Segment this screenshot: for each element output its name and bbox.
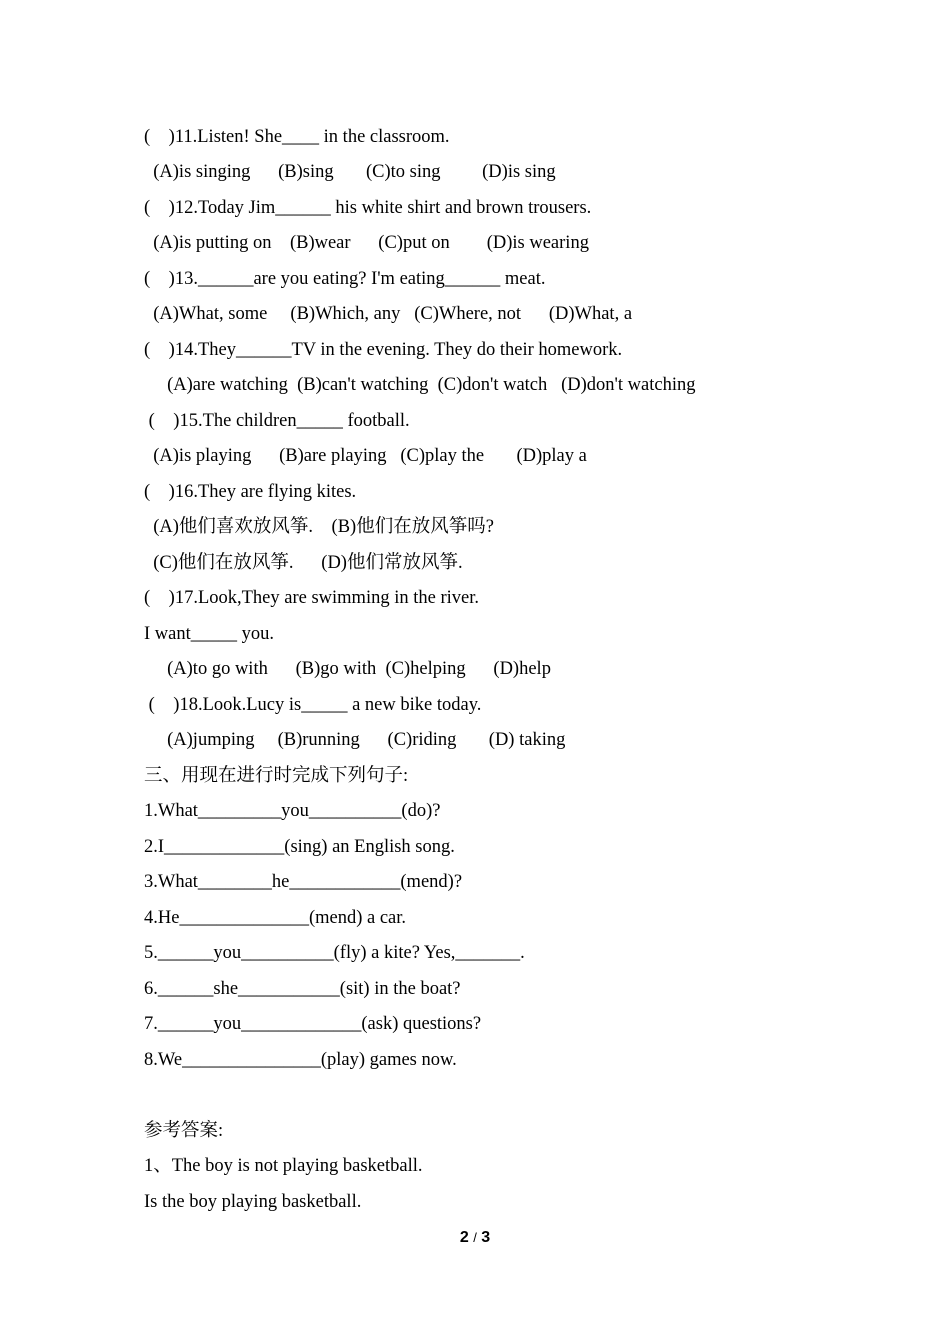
current-page: 2 (459, 1229, 469, 1246)
fill-item-6: 6.______she___________(sit) in the boat? (144, 979, 461, 999)
page-number (0, 1229, 950, 1247)
page-separator: / (473, 1230, 477, 1245)
question-16-options-cd: (C)他们在放风筝. (D)他们常放风筝. (144, 553, 463, 573)
fill-item-7: 7.______you_____________(ask) questions? (144, 1014, 482, 1034)
fill-item-3: 3.What________he____________(mend)? (144, 872, 463, 892)
question-15: ( )15.The children_____ football. (144, 411, 410, 431)
question-13-options: (A)What, some (B)Which, any (C)Where, not (D)What, a (144, 304, 633, 324)
question-18: ( )18.Look.Lucy is_____ a new bike today. (144, 695, 482, 715)
question-11-options: (A)is singing (B)sing (C)to sing (D)is sing (144, 162, 556, 182)
question-15-options: (A)is playing (B)are playing (C)play the (D)play a (144, 446, 587, 466)
fill-item-2: 2.I_____________(sing) an English song. (144, 837, 455, 857)
question-12-options: (A)is putting on (B)wear (C)put on (D)is wearing (144, 233, 589, 253)
answer-1-question: Is the boy playing basketball. (144, 1192, 362, 1212)
fill-item-1: 1.What_________you__________(do)? (144, 801, 441, 821)
question-14-options: (A)are watching (B)can't watching (C)don't watch (D)don't watching (144, 375, 696, 395)
answer-1: 1、The boy is not playing basketball. (144, 1156, 423, 1176)
question-17-continued: I want_____ you. (144, 624, 274, 644)
section-3-heading: 三、用现在进行时完成下列句子: (144, 766, 409, 786)
question-18-options: (A)jumping (B)running (C)riding (D) taking (144, 730, 566, 750)
question-12: ( )12.Today Jim______ his white shirt and brown trousers. (144, 198, 592, 218)
question-16: ( )16.They are flying kites. (144, 482, 357, 502)
question-11: ( )11.Listen! She____ in the classroom. (144, 127, 450, 147)
fill-item-8: 8.We_______________(play) games now. (144, 1050, 457, 1070)
fill-item-5: 5.______you__________(fly) a kite? Yes,_______. (144, 943, 525, 963)
question-13: ( )13.______are you eating? I'm eating______ meat. (144, 269, 546, 289)
question-17: ( )17.Look,They are swimming in the river. (144, 588, 479, 608)
answer-key-heading: 参考答案: (144, 1121, 224, 1141)
total-pages: 3 (481, 1229, 491, 1246)
question-14: ( )14.They______TV in the evening. They do their homework. (144, 340, 623, 360)
question-17-options: (A)to go with (B)go with (C)helping (D)help (144, 659, 551, 679)
question-16-options-ab: (A)他们喜欢放风筝. (B)他们在放风筝吗? (144, 517, 494, 537)
fill-item-4: 4.He______________(mend) a car. (144, 908, 407, 928)
